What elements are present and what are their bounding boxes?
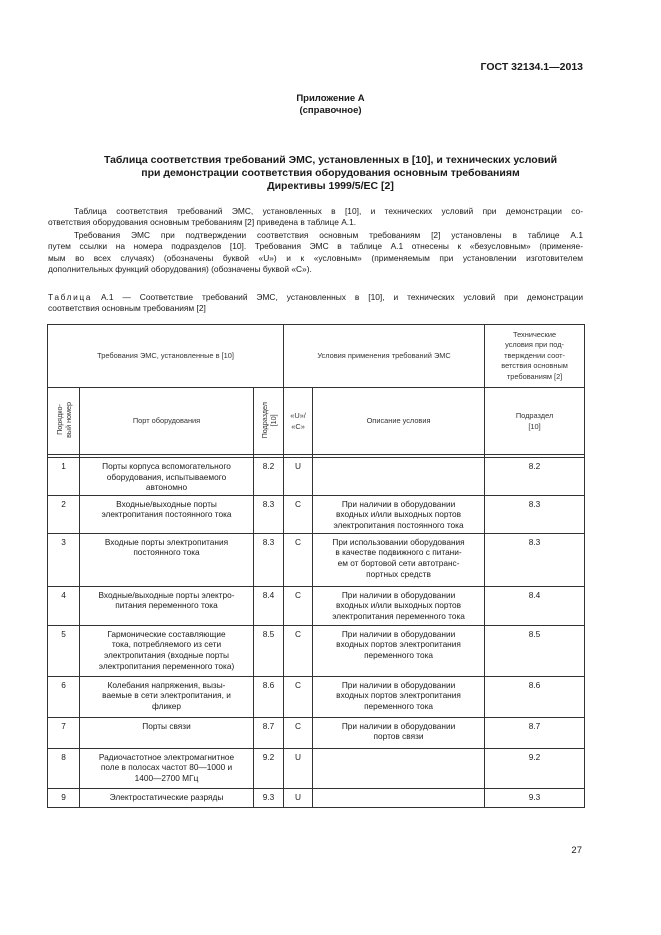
row-number-cell: 4 [48,586,80,625]
port-cell [80,586,254,625]
emc-requirements-header: Требования ЭМС, установленные в [10] [48,325,284,388]
header-line: Порядко- [54,404,64,436]
port-cell [80,625,254,676]
table-row [48,788,585,807]
cell-line: При наличии в оборудовании [341,589,456,600]
condition-cell [313,495,485,533]
uc-column-header [284,388,313,455]
number-column-header [48,388,80,455]
cell-line: входных и/или выходных портов [336,509,462,520]
uc-cell: С [284,533,313,586]
port-cell [80,458,254,496]
paragraph-line: дополнительных функций оборудования) (обозначены буквой «С»). [48,263,312,274]
cell-line: электропитания постоянного тока [333,519,464,530]
cell-line: При наличии в оборудовании [341,498,456,509]
table-column-header-row [48,388,585,455]
tc-subsection-cell: 8.7 [485,717,585,748]
port-cell [80,748,254,788]
condition-column-header: Описание условия [313,388,485,455]
port-cell [80,788,254,807]
intro-paragraph-1 [48,206,583,229]
header-line: вый номер [63,401,73,438]
header-line: «С» [291,421,305,431]
cell-line: Электростатические разряды [109,791,224,802]
header-line: ветствия основным [501,361,568,371]
application-conditions-header: Условия применения требований ЭМС [284,325,485,388]
tc-subsection-cell: 8.4 [485,586,585,625]
caption-label: Таблица [48,292,93,302]
technical-conditions-header [485,325,585,388]
paragraph-line: ответствия оборудования основным требованиям [2] приведена в таблице А.1. [48,217,357,228]
cell-line: Гармонические составляющие [107,628,226,639]
tc-subsection-cell: 9.2 [485,748,585,788]
tc-subsection-cell: 9.3 [485,788,585,807]
port-cell [80,495,254,533]
uc-cell: С [284,495,313,533]
subsection-cell: 8.6 [254,676,284,717]
row-number-cell: 3 [48,533,80,586]
caption-text: А.1 — Соответствие требований ЭМС, установленных в [10], и технических условий при демонстрации [92,292,583,302]
row-number-cell: 7 [48,717,80,748]
tc-subsection-column-header [485,388,585,455]
port-cell [80,676,254,717]
page-number: 27 [571,845,582,856]
cell-line: входных портов электропитания [336,639,461,650]
subsection-cell: 8.7 [254,717,284,748]
header-line: Подраздел [515,410,554,420]
annex-title: Приложение А [296,93,365,104]
cell-line: Входные/выходные порты [116,498,217,509]
cell-line: поле в полосах частот 80—1000 и [100,762,233,773]
row-number-cell: 6 [48,676,80,717]
heading-line: Таблица соответствия требований ЭМС, установленных в [10], и технических условий [103,154,558,166]
header-line: условия при под- [505,340,565,350]
cell-line: портов связи [373,731,424,742]
subsection-cell: 8.3 [254,495,284,533]
cell-line: электропитания постоянного тока [101,509,232,520]
table-group-header-row [48,325,585,388]
cell-line: электропитания переменного тока [332,610,465,621]
row-number-cell: 8 [48,748,80,788]
row-number-cell: 5 [48,625,80,676]
subsection-cell: 9.3 [254,788,284,807]
intro-paragraph-2 [48,230,583,275]
header-line: Подраздел [259,401,269,438]
subsection-cell: 8.4 [254,586,284,625]
table-row [48,676,585,717]
tc-subsection-cell: 8.3 [485,533,585,586]
cell-line: портных средств [366,568,431,579]
cell-line: Колебания напряжения, вызы- [107,679,226,690]
condition-cell [313,717,485,748]
cell-line: При наличии в оборудовании [341,720,456,731]
condition-cell [313,458,485,496]
cell-line: 1400—2700 МГц [134,772,199,783]
table-row [48,495,585,533]
subsection-cell: 9.2 [254,748,284,788]
cell-line: Порты связи [142,720,191,731]
tc-subsection-cell: 8.5 [485,625,585,676]
paragraph-line: мым во всех случаях) (обозначены буквой «U») и к «условным» (применяемым при установлении изготовителем [48,252,583,263]
header-line: [10] [528,421,541,431]
table-row [48,625,585,676]
cell-line: Входные/выходные порты электро- [98,589,235,600]
condition-cell [313,625,485,676]
header-line: [10] [268,413,278,426]
header-line: «U»/ [290,410,306,420]
cell-line: электропитания (входные порты [104,649,229,660]
cell-line: тока, потребляемого из сети [111,639,222,650]
paragraph-line: путем ссылки на номера подразделов [10]. Требования ЭМС в таблице А.1 отнесены к «безусловным» (применяе- [48,241,583,252]
uc-cell: С [284,625,313,676]
cell-line: оборудования, испытываемого [106,471,227,482]
cell-line: При наличии в оборудовании [341,679,456,690]
heading-line: Директивы 1999/5/ЕС [2] [267,180,394,192]
cell-line: При использовании оборудования [332,536,465,547]
caption-text: соответствия основным требованиям [2] [48,303,206,314]
table-row [48,458,585,496]
condition-cell [313,676,485,717]
cell-line: фликер [151,700,182,711]
cell-line: ваемые в сети электропитания, и [102,690,231,701]
uc-cell: С [284,717,313,748]
tc-subsection-cell: 8.6 [485,676,585,717]
tc-subsection-cell: 8.3 [485,495,585,533]
uc-cell: С [284,676,313,717]
row-number-cell: 1 [48,458,80,496]
table-body [48,458,585,808]
subsection-column-header [254,388,284,455]
subsection-cell: 8.3 [254,533,284,586]
document-heading [0,154,661,193]
cell-line: Входные порты электропитания [104,536,229,547]
table-caption [48,292,583,315]
condition-cell [313,586,485,625]
uc-cell: U [284,788,313,807]
paragraph-line: Таблица соответствия требований ЭМС, установленных в [10], и технических условий при демонстрации со- [74,206,583,216]
paragraph-line: Требования ЭМС при подтверждении соответствия основным требованиям [2] установлены в таблице А.1 [74,230,583,240]
port-column-header: Порт оборудования [80,388,254,455]
cell-line: автономно [145,482,188,493]
cell-line: переменного тока [364,649,434,660]
uc-cell: U [284,458,313,496]
row-number-cell: 2 [48,495,80,533]
header-line: Технические [513,329,557,339]
cell-line: При наличии в оборудовании [341,628,456,639]
condition-cell [313,788,485,807]
emc-table [47,324,585,808]
port-cell [80,533,254,586]
cell-line: электропитания переменного тока) [98,660,235,671]
cell-line: Порты корпуса вспомогательного [102,461,231,471]
uc-cell: U [284,748,313,788]
cell-line: постоянного тока [133,547,200,558]
header-line: тверждении соот- [504,350,565,360]
annex-subtitle: (справочное) [299,105,362,116]
tc-subsection-cell: 8.2 [485,458,585,496]
heading-line: при демонстрации соответствия оборудования основным требованиям [141,167,520,179]
cell-line: входных и/или выходных портов [336,600,462,611]
condition-cell [313,748,485,788]
cell-line: переменного тока [364,700,434,711]
subsection-cell: 8.5 [254,625,284,676]
subsection-cell: 8.2 [254,458,284,496]
table-row [48,748,585,788]
cell-line: в качестве подвижного с питани- [335,547,462,558]
row-number-cell: 9 [48,788,80,807]
standard-number: ГОСТ 32134.1—2013 [480,61,583,73]
cell-line: ем от бортовой сети автотранс- [337,557,460,568]
table-row [48,533,585,586]
uc-cell: С [284,586,313,625]
cell-line: входных портов электропитания [336,690,461,701]
port-cell [80,717,254,748]
header-line: требованиям [2] [506,371,563,381]
table-row [48,717,585,748]
table-row [48,586,585,625]
cell-line: Радиочастотное электромагнитное [98,751,235,762]
cell-line: питания переменного тока [115,600,218,611]
condition-cell [313,533,485,586]
